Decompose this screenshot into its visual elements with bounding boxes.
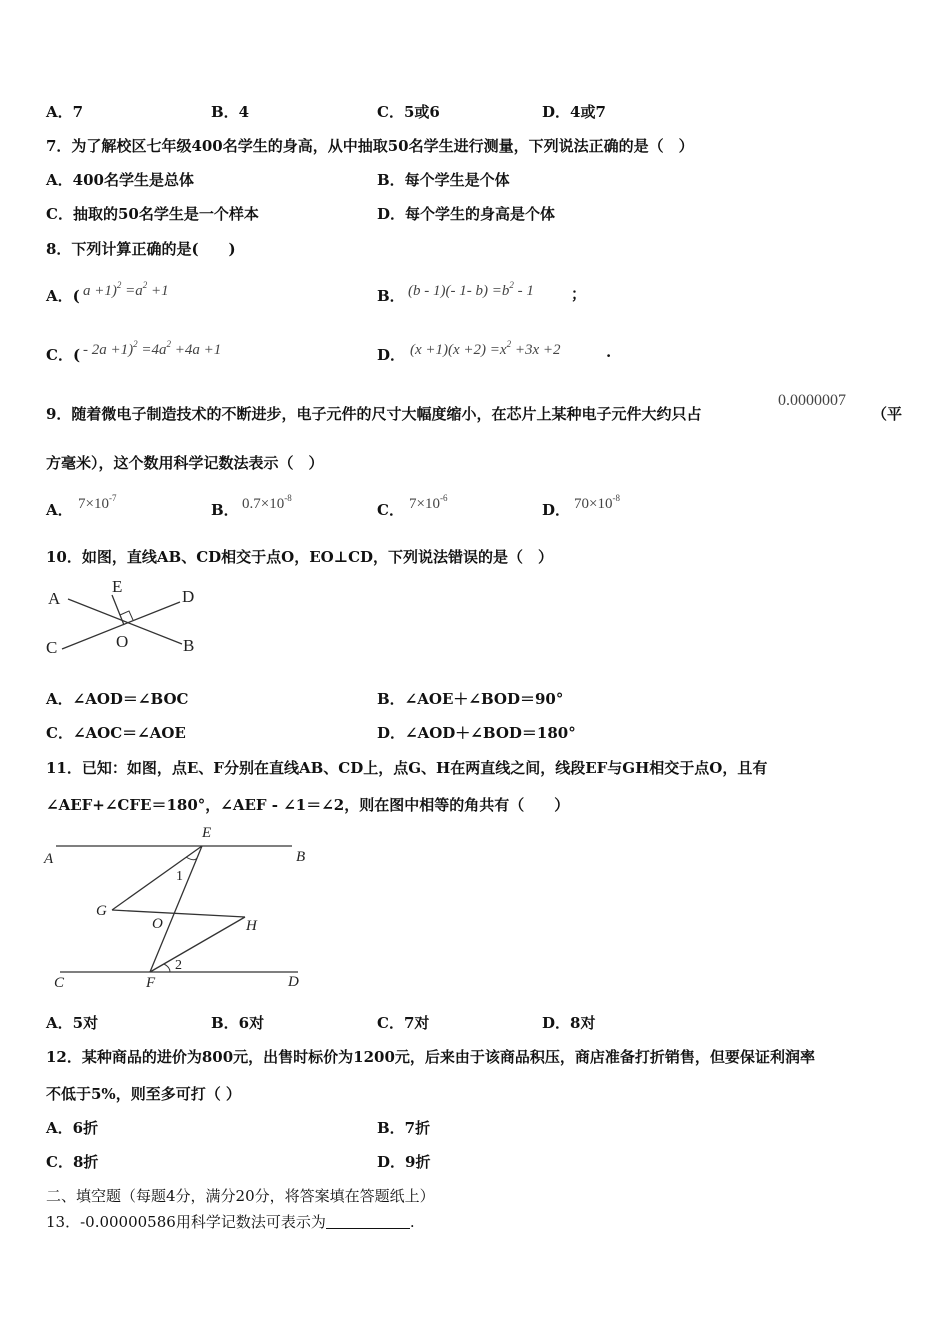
q11-figure: [40, 820, 320, 995]
q11-label-c: C: [54, 975, 65, 991]
q9-label-a: A．: [46, 501, 73, 519]
q10-option-b: B．∠AOE＋∠BOD＝90°: [377, 690, 564, 708]
q9-unit-open: （平: [872, 405, 903, 423]
q10-stem: 10．如图，直线AB、CD相交于点O，EO⊥CD，下列说法错误的是（ ）: [46, 548, 554, 566]
q10-label-e: E: [112, 577, 123, 596]
q11-stem-2: ∠AEF+∠CFE＝180°，∠AEF - ∠1＝∠2，则在图中相等的角共有（ ）: [46, 796, 570, 814]
q11-label-1: 1: [176, 869, 183, 884]
q10-label-a: A: [48, 589, 61, 608]
q7-option-d: D．每个学生的身高是个体: [377, 205, 556, 223]
q7-option-b: B．每个学生是个体: [377, 171, 510, 189]
q11-label-g: G: [96, 903, 107, 919]
q12-option-c: C．8折: [46, 1153, 99, 1171]
q6-option-c: C．5或6: [377, 103, 440, 121]
q10-option-c: C．∠AOC＝∠AOE: [46, 724, 186, 742]
q8-label-b: B．: [377, 287, 405, 305]
q9-label-d: D．: [542, 501, 571, 519]
q11-label-d: D: [288, 974, 299, 990]
q8-formula-b: (b - 1)(- 1- $b) =b^2 - 1$: [408, 280, 534, 299]
q12-option-d: D．9折: [377, 1153, 431, 1171]
q10-label-b: B: [183, 636, 195, 655]
q10-option-a: A．∠AOD＝∠BOC: [46, 690, 189, 708]
q11-option-c: C．7对: [377, 1014, 430, 1032]
q10-line-eo: [112, 595, 124, 625]
q11-label-h: H: [246, 918, 257, 934]
q11-label-o: O: [152, 916, 163, 932]
q11-option-a: A．5对: [46, 1014, 99, 1032]
q13-answer-blank[interactable]: [326, 1214, 410, 1229]
q12-stem-2: 不低于5%，则至多可打（ ）: [46, 1085, 241, 1103]
q12-option-a: A．6折: [46, 1119, 99, 1137]
q9-label-b: B．: [211, 501, 239, 519]
q9-label-c: C．: [377, 501, 404, 519]
q11-option-b: B．6对: [211, 1014, 265, 1032]
q6-option-a: A．7: [46, 103, 84, 121]
q11-angle-2-arc: [164, 964, 170, 972]
q8-label-d: D．: [377, 346, 406, 364]
q9-option-c: $7\times 10^{-6}$: [409, 493, 448, 512]
q6-option-b: B．4: [211, 103, 250, 121]
q11-label-b: B: [296, 849, 306, 865]
q8-d-suffix: .: [606, 343, 612, 361]
q10-label-d: D: [182, 587, 195, 606]
q11-stem: 11．已知：如图，点E、F分别在直线AB、CD上，点G、H在两直线之间，线段EF与GH相交于点O，且有: [46, 759, 768, 777]
q11-label-e: E: [202, 825, 212, 841]
q13-stem: 13．-0.00000586用科学记数法可表示为 .: [46, 1213, 415, 1231]
q11-segment-gh: [112, 910, 245, 917]
q6-option-d: D．4或7: [542, 103, 606, 121]
q9-stem: 9．随着微电子制造技术的不断进步，电子元件的尺寸大幅度缩小，在芯片上某种电子元件大约只占: [46, 405, 702, 423]
q9-option-d: $70\times 10^{-8}$: [574, 493, 620, 512]
q11-label-f: F: [146, 975, 156, 991]
q11-label-2: 2: [175, 958, 182, 973]
q9-stem-2: 方毫米），这个数用科学记数法表示（ ）: [46, 454, 324, 472]
q9-option-a: $7\times 10^{-7}$: [78, 493, 117, 512]
q10-label-c: C: [46, 638, 58, 657]
q9-option-b: $0.7\times 10^{-8}$: [242, 493, 292, 512]
section-title: 二、填空题（每题4分，满分20分，将答案填在答题纸上）: [46, 1187, 435, 1205]
q8-label-c: C．(: [46, 346, 81, 364]
q11-option-d: D．8对: [542, 1014, 596, 1032]
q8-stem: 8．下列计算正确的是( ): [46, 240, 236, 258]
q10-option-d: D．∠AOD＋∠BOD＝180°: [377, 724, 576, 742]
q9-value: 0.0000007: [778, 392, 846, 409]
q10-figure: [40, 575, 210, 665]
q8-b-suffix: ；: [571, 285, 587, 303]
q8-label-a: A．(: [46, 287, 80, 305]
q8-formula-d: $(x +1)(x +2) =x^2 +3x +2$: [410, 339, 561, 358]
q8-formula-c: - $2a +1)^2 =4a^2 +4a +1$: [83, 339, 222, 358]
q11-label-a: A: [44, 851, 54, 867]
q7-option-c: C．抽取的50名学生是一个样本: [46, 205, 259, 223]
q8-formula-a: $a +1)^2 =a^2 +1$: [83, 280, 169, 299]
q12-option-b: B．7折: [377, 1119, 431, 1137]
q11-angle-1-arc: [186, 857, 197, 860]
q7-stem: 7．为了解校区七年级400名学生的身高，从中抽取50名学生进行测量，下列说法正确的是（ ）: [46, 137, 694, 155]
q12-stem: 12．某种商品的进价为800元，出售时标价为1200元，后来由于该商品积压，商店准备打折销售，但要保证利润率: [46, 1048, 815, 1066]
q7-option-a: A．400名学生是总体: [46, 171, 194, 189]
q10-label-o: O: [116, 632, 129, 651]
